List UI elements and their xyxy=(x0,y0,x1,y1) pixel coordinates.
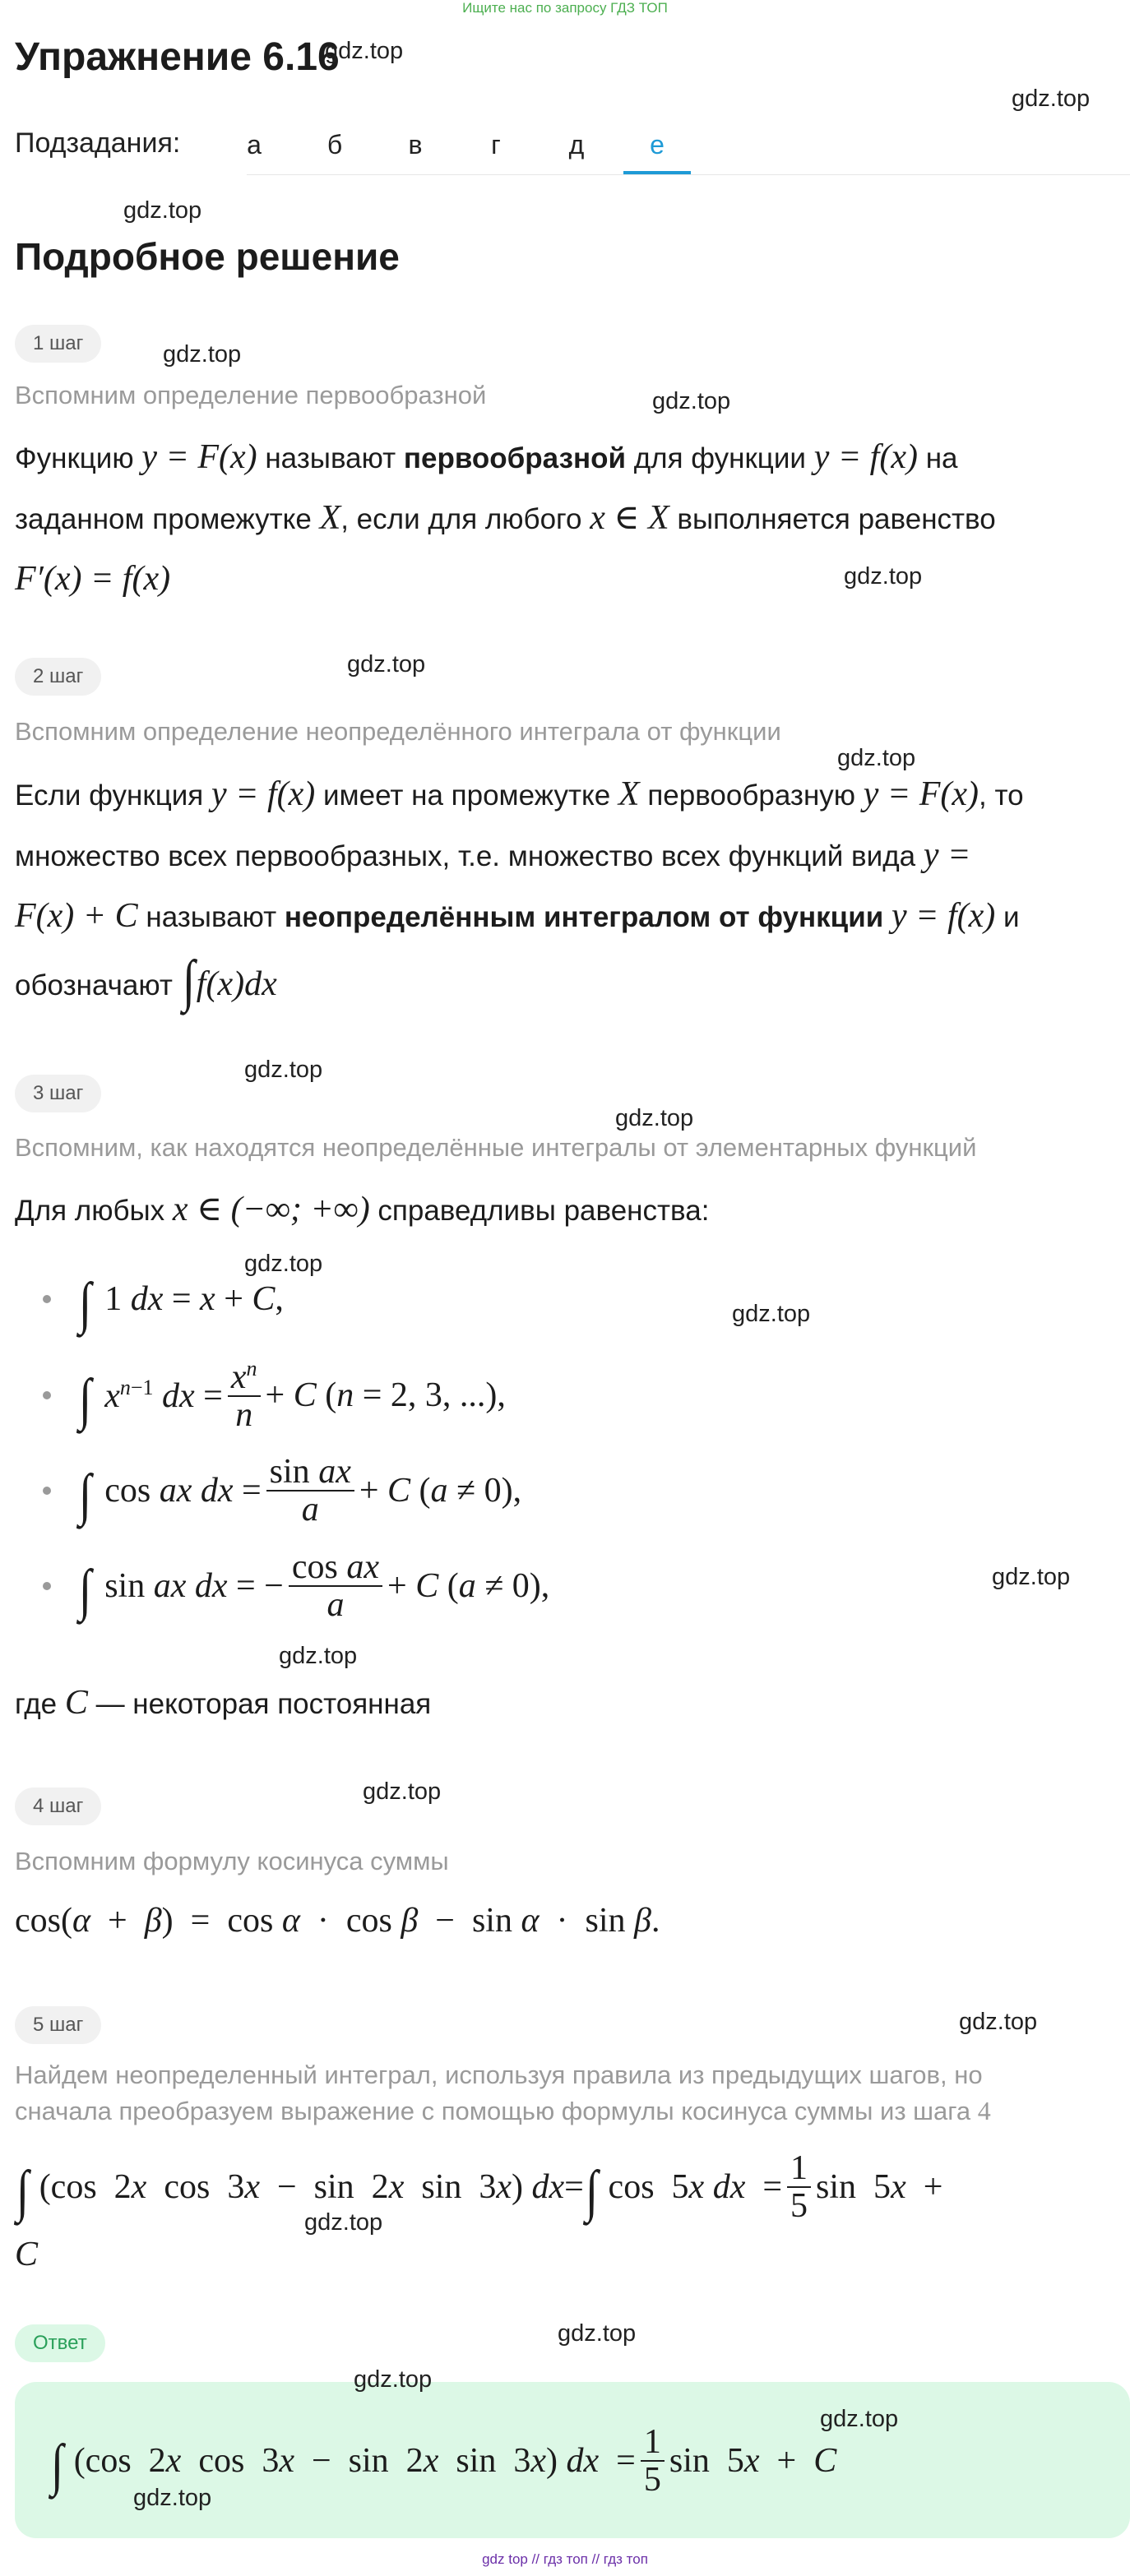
watermark: gdz.top xyxy=(244,1251,323,1277)
formula-1: ∫ 1 dx = x + C, xyxy=(43,1254,284,1344)
step-5-hint-1: Найдем неопределенный интеграл, используя правила из предыдущих шагов, но xyxy=(15,2060,983,2089)
formula-3: ∫ cos ax dx = $\frac{\text{sin ax}}{a}$ + C (a ≠ 0), xyxy=(43,1445,521,1536)
subtasks-label: Подзадания: xyxy=(15,127,181,159)
watermark: gdz.top xyxy=(347,651,426,678)
tab-g[interactable]: г xyxy=(491,130,501,160)
watermark: gdz.top xyxy=(123,197,202,224)
formula-2: ∫ $x^{n-1}$ dx = $\frac{x^n}{n}$ + C (n = 2, 3, ...), xyxy=(43,1350,506,1441)
step-4-badge: 4 шаг xyxy=(15,1787,101,1825)
step-4-formula: cos( α + β ) = cos α · cos β − sin α · sin β . xyxy=(15,1902,660,1940)
step-3-hint: Вспомним, как находятся неопределённые интегралы от элементарных функций xyxy=(15,1133,977,1162)
step-3-badge: 3 шаг xyxy=(15,1075,101,1112)
bullet xyxy=(43,1487,51,1495)
step-5-hint-2: сначала преобразуем выражение с помощью формулы косинуса суммы из шага 4 xyxy=(15,2096,991,2125)
integral-sign: ∫ xyxy=(182,950,195,1013)
watermark: gdz.top xyxy=(732,1301,811,1327)
step-3-intro: Для любых x ∈ (−∞; +∞) справедливы равенства: xyxy=(15,1191,710,1228)
top-search-hint: Ищите нас по запросу ГДЗ ТОП xyxy=(462,0,668,16)
tabs-divider xyxy=(247,174,1130,175)
tab-b[interactable]: б xyxy=(326,130,343,160)
watermark: gdz.top xyxy=(304,2209,383,2236)
watermark: gdz.top xyxy=(837,745,916,771)
section-title: Подробное решение xyxy=(15,235,400,278)
footer-links[interactable]: gdz top // гдз топ // гдз топ xyxy=(482,2551,648,2567)
bullet xyxy=(43,1391,51,1399)
watermark: gdz.top xyxy=(558,2320,637,2347)
watermark: gdz.top xyxy=(279,1643,358,1669)
step-1-badge: 1 шаг xyxy=(15,325,101,363)
step-5-formula-line-2: C xyxy=(15,2236,39,2273)
step-5-formula-line-1: ∫ (cos 2 x cos 3 x − sin 2 x sin 3 x ) dx = ∫ cos 5 x dx = $\frac{1}{5}$ sin 5 x + xyxy=(16,2148,943,2225)
watermark: gdz.top xyxy=(244,1057,323,1083)
step-2-text: Если функция y = f(x) имеет на промежутке X первообразную y = F(x), то множество всех первообразных, т.е. множество всех функций вида y = F(x) + C называют неопределённым интегралом от функции y = f(x) и обозначают ∫f(x)dx xyxy=(15,775,1024,1013)
watermark: gdz.top xyxy=(844,563,923,590)
tab-e-active[interactable]: е xyxy=(617,115,697,174)
answer-badge: Ответ xyxy=(15,2324,105,2362)
bullet xyxy=(43,1295,51,1303)
tab-d[interactable]: д xyxy=(568,130,585,160)
step-1-text: Функцию y = F(x) называют первообразной для функции y = f(x) на заданном промежутке X, если для любого x ∈ X выполняется равенство F′(x) = f(x) xyxy=(15,438,996,598)
watermark: gdz.top xyxy=(363,1778,442,1805)
watermark: gdz.top xyxy=(133,2485,212,2511)
tab-a[interactable]: а xyxy=(247,130,262,160)
step-1-hint: Вспомним определение первообразной xyxy=(15,381,487,409)
watermark: gdz.top xyxy=(959,2009,1038,2035)
watermark: gdz.top xyxy=(163,341,242,368)
subtask-tabs xyxy=(214,115,697,174)
formula-4: ∫ sin ax dx = − $\frac{\text{cos ax}}{a}$ + C (a ≠ 0), xyxy=(43,1541,549,1631)
step-5-badge: 5 шаг xyxy=(15,2006,101,2044)
bullet xyxy=(43,1582,51,1590)
watermark: gdz.top xyxy=(820,2406,899,2432)
watermark: gdz.top xyxy=(652,388,731,414)
watermark: gdz.top xyxy=(354,2366,433,2393)
step-2-hint: Вспомним определение неопределённого интеграла от функции xyxy=(15,717,781,746)
watermark: gdz.top xyxy=(325,38,404,64)
tab-v[interactable]: в xyxy=(408,130,423,160)
page-title: Упражнение 6.16 xyxy=(15,35,340,79)
step-3-outro: где C — некоторая постоянная xyxy=(15,1684,432,1722)
answer-formula: ∫ (cos 2 x cos 3 x − sin 2 x sin 3 x ) dx = $\frac{1}{5}$ sin 5 x + C xyxy=(50,2422,837,2499)
watermark: gdz.top xyxy=(992,1564,1071,1590)
watermark: gdz.top xyxy=(1012,86,1091,112)
watermark: gdz.top xyxy=(615,1105,694,1131)
step-4-hint: Вспомним формулу косинуса суммы xyxy=(15,1847,449,1875)
step-2-badge: 2 шаг xyxy=(15,658,101,696)
